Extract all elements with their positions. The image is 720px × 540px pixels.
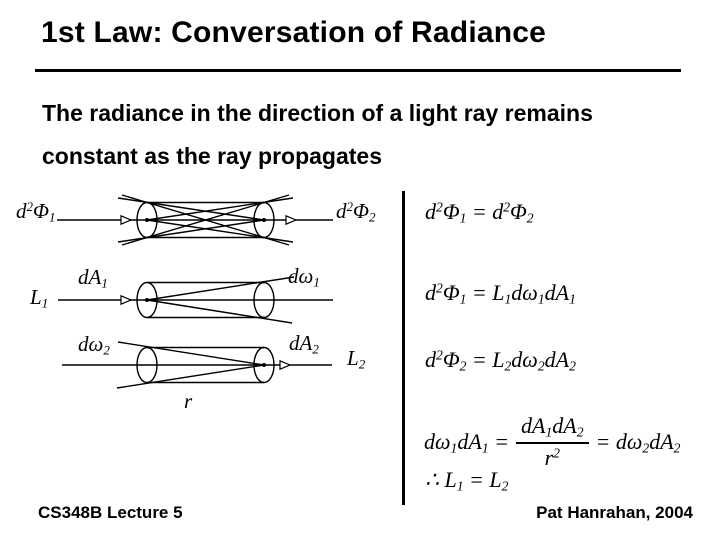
label-r: r [184, 389, 193, 413]
footer-author-label: Pat Hanrahan, 2004 [536, 503, 693, 522]
label-dA2: $dA_2$ [289, 331, 319, 357]
equation-flux-equality: $d^2\Phi_1 = d^2\Phi_2$ [425, 199, 534, 226]
label-d2phi1: $d^2\Phi_1$ [16, 199, 56, 225]
slide-statement [42, 92, 702, 178]
label-dA1: $dA_1$ [78, 265, 108, 291]
equation-flux2-definition: $d^2\Phi_2 = L_2d\omega_2dA_2$ [425, 347, 576, 374]
fraction-denominator: $r^2$ [544, 445, 560, 471]
arrowhead-icon [121, 216, 131, 224]
label-L2: $L_2$ [347, 346, 366, 372]
label-L1: $L_1$ [30, 285, 49, 311]
vertical-divider [402, 191, 405, 505]
tube-1-crossing-rays [57, 195, 333, 245]
statement-line-1: The radiance in the direction of a light ray remains [42, 100, 593, 126]
throughput-fraction [516, 413, 589, 471]
arrowhead-icon [280, 361, 290, 369]
arrowhead-icon [286, 216, 296, 224]
title-underline [35, 69, 681, 72]
statement-line-2: constant as the ray propagates [42, 143, 382, 169]
throughput-left-side: $d\omega_1dA_1$ = [424, 428, 509, 455]
footer-course-label: CS348B Lecture 5 [38, 503, 183, 522]
equation-throughput [424, 413, 680, 471]
fraction-numerator: $dA_1dA_2$ [516, 413, 589, 444]
label-d2phi2: $d^2\Phi_2$ [336, 199, 376, 225]
equation-conclusion: ∴ $L_1 = L_2$ [425, 467, 509, 494]
arrowhead-icon [121, 296, 131, 304]
equation-flux1-definition: $d^2\Phi_1 = L_1d\omega_1dA_1$ [425, 280, 576, 307]
label-dw1: $d\omega_1$ [288, 264, 320, 290]
slide-title: 1st Law: Conversation of Radiance [41, 16, 547, 49]
label-dw2: $d\omega_2$ [78, 332, 110, 358]
throughput-right-side: = $d\omega_2dA_2$ [595, 428, 681, 455]
